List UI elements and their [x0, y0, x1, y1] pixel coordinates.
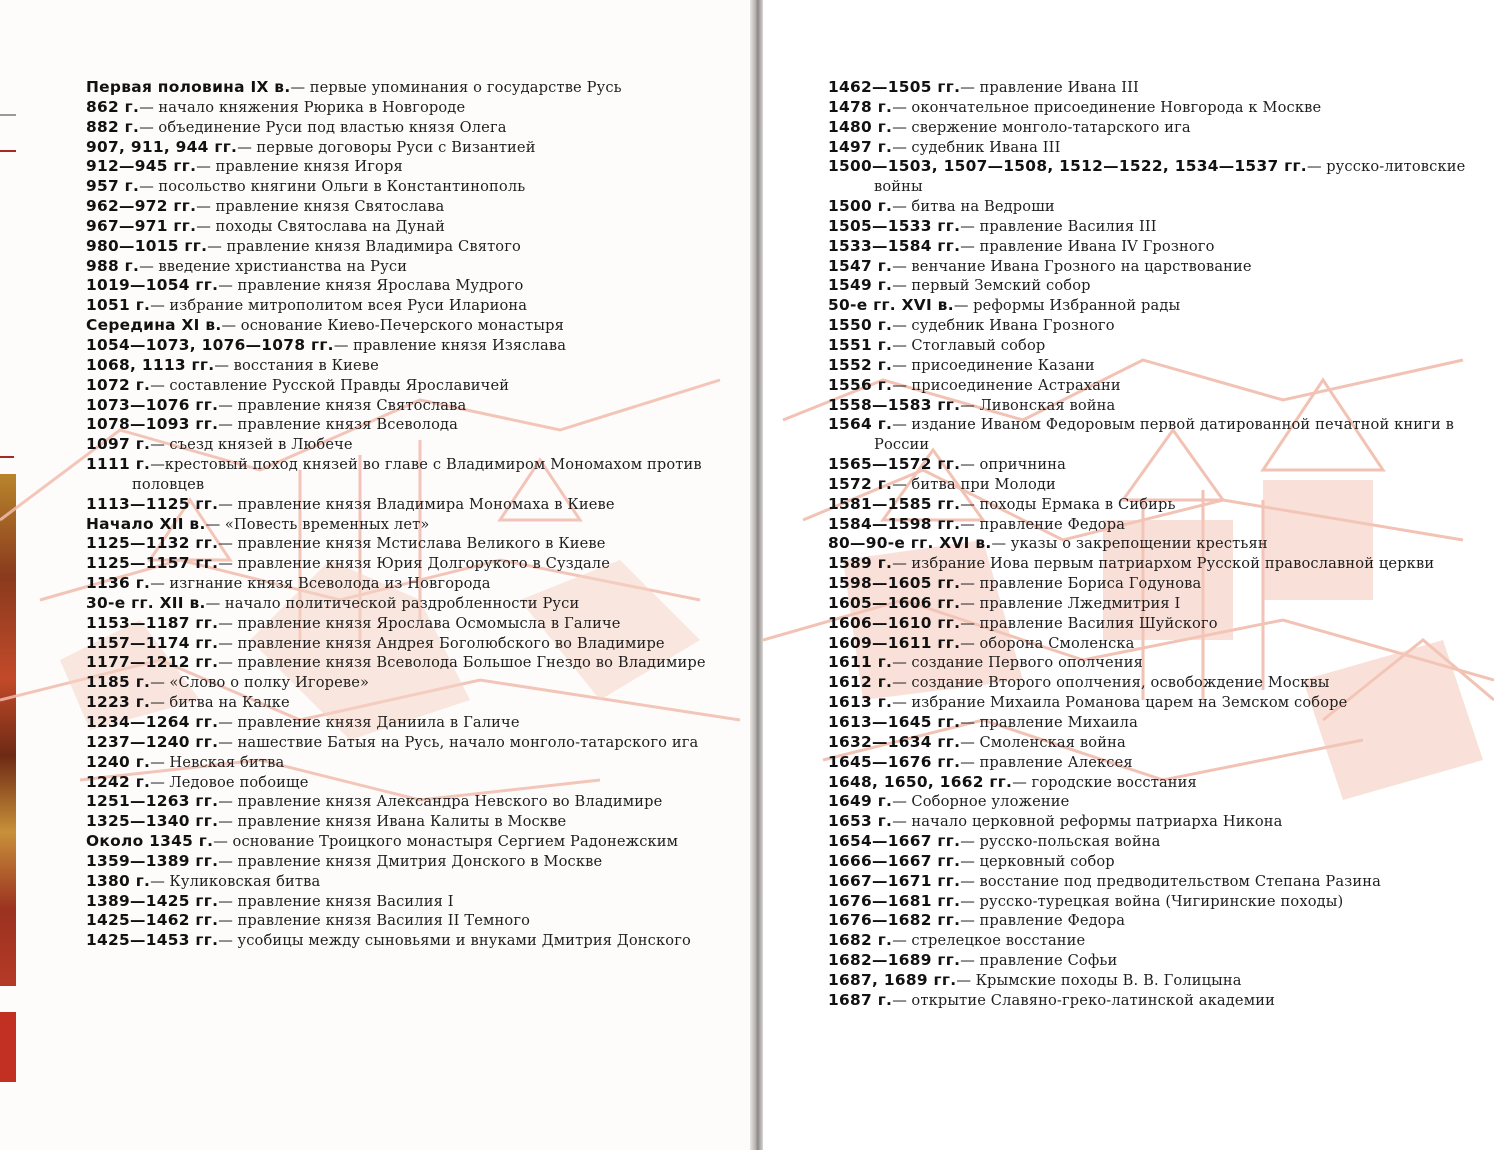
chronology-entry: 1682—1689 гг.— правление Софьи — [828, 951, 1118, 970]
chronology-entry: 957 г.— посольство княгини Ольги в Константинополь — [86, 177, 526, 196]
chronology-entry: 1500 г.— битва на Ведроши — [828, 197, 1055, 216]
chronology-entry: 1687 г.— открытие Славяно-греко-латинской академии — [828, 990, 1275, 1009]
chronology-entry: 1072 г.— составление Русской Правды Ярославичей — [86, 375, 510, 394]
chronology-entry: 1666—1667 гг.— церковный собор — [828, 851, 1115, 870]
chronology-entry: Начало XII в.— «Повесть временных лет» — [86, 514, 430, 533]
chronology-entry: 1584—1598 гг.— правление Федора — [828, 514, 1126, 533]
chronology-entry: 1478 г.— окончательное присоединение Новгорода к Москве — [828, 97, 1322, 116]
chronology-list-right — [828, 78, 1468, 1011]
chronology-entry: 1111 г.—крестовый поход князей во главе с Владимиром Мономахом против половцев — [86, 455, 702, 493]
chronology-entry: 1480 г.— свержение монголо-татарского ига — [828, 117, 1191, 136]
chronology-entry: 1380 г.— Куликовская битва — [86, 871, 321, 890]
chronology-entry: 80—90-е гг. XVI в.— указы о закрепощении крестьян — [828, 534, 1268, 553]
chronology-entry: 1234—1264 гг.— правление князя Даниила в Галиче — [86, 713, 520, 731]
chronology-entry: 1073—1076 гг.— правление князя Святослава — [86, 395, 467, 414]
chronology-entry: 1645—1676 гг.— правление Алексея — [828, 752, 1133, 771]
chronology-entry: 1068, 1113 гг.— восстания в Киеве — [86, 355, 379, 374]
chronology-entry: 30-е гг. XII в.— начало политической раздробленности Руси — [86, 593, 580, 612]
chronology-entry: 50-е гг. XVI в.— реформы Избранной рады — [828, 296, 1181, 315]
chronology-entry: 1019—1054 гг.— правление князя Ярослава Мудрого — [86, 276, 524, 295]
chronology-entry: 1676—1681 гг.— русско-турецкая война (Чигиринские походы) — [828, 891, 1344, 910]
chronology-entry: Первая половина IX в.— первые упоминания о государстве Русь — [86, 78, 622, 96]
chronology-entry: 1564 г.— издание Иваном Федоровым первой датированной печатной книги в России — [828, 415, 1454, 454]
chronology-entry: 1462—1505 гг.— правление Ивана III — [828, 78, 1139, 96]
chronology-entry: 1113—1125 гг.— правление князя Владимира Мономаха в Киеве — [86, 494, 615, 513]
chronology-entry: 1389—1425 гг.— правление князя Василия I — [86, 891, 454, 910]
chronology-entry: 1136 г.— изгнание князя Всеволода из Новгорода — [86, 574, 491, 593]
chronology-entry: 1676—1682 гг.— правление Федора — [828, 911, 1126, 930]
chronology-entry: 1558—1583 гг.— Ливонская война — [828, 395, 1116, 414]
chronology-entry: 1648, 1650, 1662 гг.— городские восстания — [828, 772, 1197, 791]
chronology-entry: 1533—1584 гг.— правление Ивана IV Грозного — [828, 236, 1215, 255]
chronology-entry: 1598—1605 гг.— правление Бориса Годунова — [828, 574, 1202, 593]
chronology-entry: 980—1015 гг.— правление князя Владимира Святого — [86, 236, 521, 255]
book-gutter — [750, 0, 763, 1150]
chronology-entry: 1605—1606 гг.— правление Лжедмитрия I — [828, 593, 1181, 612]
chronology-entry: 1687, 1689 гг.— Крымские походы В. В. Голицына — [828, 970, 1242, 989]
chronology-entry: 907, 911, 944 гг.— первые договоры Руси с Византией — [86, 137, 536, 156]
chronology-entry: 1223 г.— битва на Калке — [86, 693, 290, 712]
chronology-entry: 962—972 гг.— правление князя Святослава — [86, 197, 445, 216]
chronology-entry: 882 г.— объединение Руси под властью князя Олега — [86, 117, 507, 136]
chronology-entry: 988 г.— введение христианства на Руси — [86, 256, 408, 275]
chronology-entry: 1240 г.— Невская битва — [86, 752, 285, 771]
chronology-entry: 1325—1340 гг.— правление князя Ивана Калиты в Москве — [86, 812, 567, 831]
chronology-entry: 862 г.— начало княжения Рюрика в Новгороде — [86, 97, 466, 116]
chronology-entry: 1242 г.— Ледовое побоище — [86, 772, 309, 791]
chronology-entry: 1054—1073, 1076—1078 гг.— правление князя Изяслава — [86, 335, 567, 354]
chronology-entry: 1612 г.— создание Второго ополчения, освобождение Москвы — [828, 673, 1330, 692]
chronology-entry: 967—971 гг.— походы Святослава на Дунай — [86, 216, 445, 235]
right-page — [763, 0, 1494, 1150]
chronology-entry: 1153—1187 гг.— правление князя Ярослава Осмомысла в Галиче — [86, 613, 621, 632]
chronology-entry: 912—945 гг.— правление князя Игоря — [86, 157, 403, 176]
chronology-entry: 1547 г.— венчание Ивана Грозного на царствование — [828, 256, 1252, 275]
chronology-entry: 1581—1585 гг.— походы Ермака в Сибирь — [828, 494, 1176, 513]
chronology-entry: 1251—1263 гг.— правление князя Александра Невского во Владимире — [86, 792, 663, 811]
chronology-entry: 1654—1667 гг.— русско-польская война — [828, 832, 1161, 851]
chronology-entry: 1609—1611 гг.— оборона Смоленска — [828, 633, 1135, 652]
chronology-entry: 1505—1533 гг.— правление Василия III — [828, 216, 1157, 235]
chronology-list-left — [86, 78, 736, 951]
chronology-entry: 1589 г.— избрание Иова первым патриархом Русской православной церкви — [828, 554, 1435, 573]
chronology-entry: 1097 г.— съезд князей в Любече — [86, 435, 353, 454]
chronology-entry: 1425—1453 гг.— усобицы между сыновьями и внуками Дмитрия Донского — [86, 931, 691, 950]
chronology-entry: 1606—1610 гг.— правление Василия Шуйского — [828, 613, 1218, 632]
chronology-entry: 1497 г.— судебник Ивана III — [828, 137, 1061, 156]
chronology-entry: 1613 г.— избрание Михаила Романова царем на Земском соборе — [828, 693, 1348, 712]
chronology-entry: Середина XI в.— основание Киево-Печерского монастыря — [86, 316, 564, 335]
chronology-entry: 1125—1132 гг.— правление князя Мстислава Великого в Киеве — [86, 534, 606, 553]
chronology-entry: 1359—1389 гг.— правление князя Дмитрия Донского в Москве — [86, 851, 603, 870]
chronology-entry: 1611 г.— создание Первого ополчения — [828, 653, 1143, 672]
chronology-entry: Около 1345 г.— основание Троицкого монастыря Сергием Радонежским — [86, 832, 679, 851]
chronology-entry: 1551 г.— Стоглавый собор — [828, 335, 1046, 354]
chronology-entry: 1237—1240 гг.— нашествие Батыя на Русь, начало монголо-татарского ига — [86, 732, 699, 751]
chronology-entry: 1667—1671 гг.— восстание под предводительством Степана Разина — [828, 871, 1381, 890]
chronology-entry: 1425—1462 гг.— правление князя Василия II Темного — [86, 911, 531, 930]
chronology-entry: 1649 г.— Соборное уложение — [828, 792, 1070, 811]
chronology-entry: 1613—1645 гг.— правление Михаила — [828, 713, 1138, 731]
chronology-entry: 1125—1157 гг.— правление князя Юрия Долгорукого в Суздале — [86, 554, 611, 573]
chronology-entry: 1078—1093 гг.— правление князя Всеволода — [86, 415, 458, 434]
chronology-entry: 1500—1503, 1507—1508, 1512—1522, 1534—1537 гг.— русско-литовские войны — [828, 157, 1466, 196]
chronology-entry: 1565—1572 гг.— опричнина — [828, 455, 1066, 474]
chronology-entry: 1185 г.— «Слово о полку Игореве» — [86, 673, 370, 692]
chronology-entry: 1549 г.— первый Земский собор — [828, 276, 1091, 295]
chronology-entry: 1572 г.— битва при Молоди — [828, 474, 1056, 493]
chronology-entry: 1653 г.— начало церковной реформы патриарха Никона — [828, 812, 1283, 831]
chronology-entry: 1632—1634 гг.— Смоленская война — [828, 732, 1126, 751]
chronology-entry: 1552 г.— присоединение Казани — [828, 355, 1095, 374]
chronology-entry: 1682 г.— стрелецкое восстание — [828, 931, 1086, 950]
chronology-entry: 1157—1174 гг.— правление князя Андрея Боголюбского во Владимире — [86, 633, 665, 652]
chronology-entry: 1556 г.— присоединение Астрахани — [828, 375, 1121, 394]
chronology-entry: 1177—1212 гг.— правление князя Всеволода Большое Гнездо во Владимире — [86, 653, 706, 672]
chronology-entry: 1051 г.— избрание митрополитом всея Руси Илариона — [86, 296, 528, 315]
chronology-entry: 1550 г.— судебник Ивана Грозного — [828, 316, 1115, 335]
